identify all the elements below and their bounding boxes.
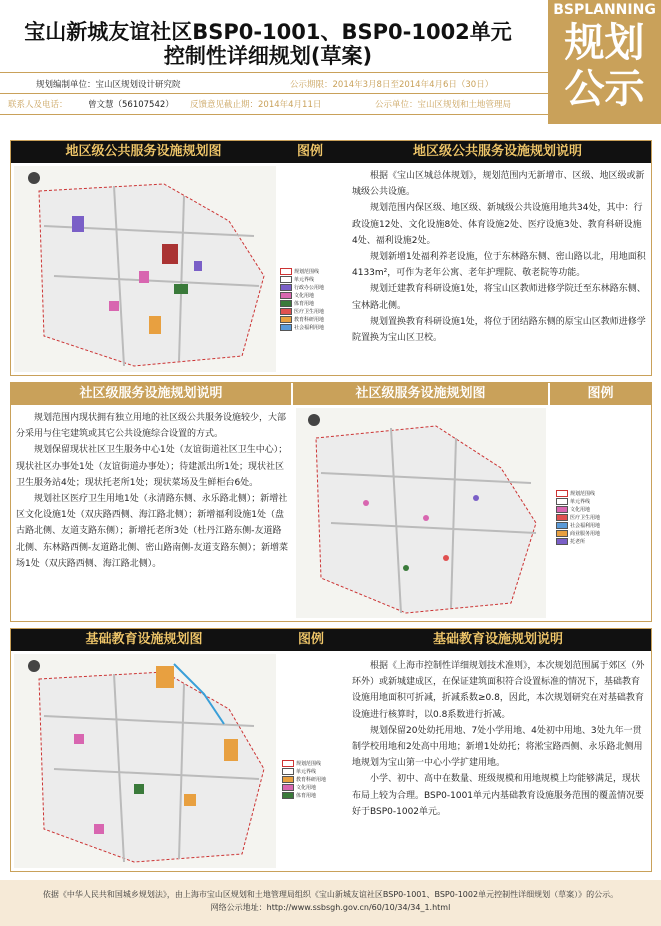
desc-paragraph: 规划范围内保区级、地区级、新城级公共设施用地共34处，其中：行政设施12处、文化设施8处、体育设施2处、医疗设施3处、教育科研设施4处、福利设施2处。 bbox=[352, 203, 643, 246]
section2-legend-title: 图例 bbox=[550, 383, 651, 405]
desc-paragraph: 规划迁建教育科研设施1处，将宝山区教师进修学院迁至东林路东侧、宝林路北侧。 bbox=[352, 284, 646, 311]
header-divider bbox=[0, 72, 548, 73]
desc-paragraph: 规划新增1处福利养老设施，位于东林路东侧、密山路以北，用地面积4133m²，可作为老年公寓、老年护理院、敬老院等功能。 bbox=[352, 252, 646, 279]
section1-desc-title: 地区级公共服务设施规划说明 bbox=[344, 141, 651, 163]
legend-swatch bbox=[556, 530, 568, 537]
desc-paragraph: 规划保留现状社区卫生服务中心1处（友谊街道社区卫生中心）；现状社区办事处1处（友谊街道办事处）；待建派出所1处；现状社区卫生服务站4处；现状托老所1处；现状菜场及生鲜柜台6处。 bbox=[16, 445, 288, 488]
legend-item: 单元界线 bbox=[556, 498, 648, 506]
desc-paragraph: 根据《上海市控制性详细规划技术准则》，本次规划范围属于郊区（外环外）或新城建成区，在保证建筑面积符合设置标准的情况下，基础教育设施用地面积可折减，折减系数≥0.8，因此，本次规划研究在对基础教育设施进行核算时，以0.8系数进行折减。 bbox=[352, 661, 645, 720]
legend-item: 商业服务用地 bbox=[556, 530, 648, 538]
legend-item: 医疗卫生用地 bbox=[556, 514, 648, 522]
legend-swatch bbox=[556, 522, 568, 529]
legend-item: 规划范围线 bbox=[280, 268, 340, 276]
section3-legend-title: 图例 bbox=[277, 629, 345, 651]
legend-swatch bbox=[280, 300, 292, 307]
legend-item: 医疗卫生用地 bbox=[280, 308, 340, 316]
legend-swatch bbox=[282, 760, 294, 767]
district-map-drawing bbox=[14, 166, 276, 372]
legend-swatch bbox=[282, 776, 294, 783]
north-arrow-icon bbox=[28, 660, 40, 672]
info-contact-label: 联系人及电话： bbox=[8, 100, 68, 110]
desc-paragraph: 规划保留20处幼托用地、7处小学用地、4处初中用地、3处九年一贯制学校用地和2处高中用地；新增1处幼托；将淞宝路西侧、永乐路北侧用地规划为宝山第一中心小学扩建用地。 bbox=[352, 725, 643, 769]
section3-description bbox=[352, 658, 646, 820]
legend-swatch bbox=[280, 284, 292, 291]
north-arrow-icon bbox=[308, 414, 320, 426]
legend-item: 体育用地 bbox=[282, 792, 342, 800]
info-publisher: 公示单位：宝山区规划和土地管理局 bbox=[375, 100, 512, 110]
legend-item: 教育科研用地 bbox=[280, 316, 340, 324]
footer-line-1: 依据《中华人民共和国城乡规划法》，由上海市宝山区规划和土地管理局组织《宝山新城友谊社区BSP0-1001、BSP0-1002单元控制性详细规划（草案）》的公示。 bbox=[42, 890, 619, 899]
education-map-drawing bbox=[14, 654, 276, 868]
header-divider-3 bbox=[0, 114, 548, 115]
legend-swatch bbox=[282, 784, 294, 791]
footer-url[interactable]: 网络公示地址：http://www.ssbsgh.gov.cn/60/10/34/34_1.html bbox=[210, 903, 451, 912]
brand-publicity-label: 规划公示 bbox=[564, 20, 645, 112]
section2-map-title: 社区级服务设施规划图 bbox=[293, 383, 548, 405]
education-facilities-map bbox=[14, 654, 276, 868]
section3-map-title: 基础教育设施规划图 bbox=[11, 629, 277, 651]
footer-notice bbox=[8, 888, 653, 914]
brand-name: BSPLANNING bbox=[553, 2, 656, 18]
legend-item: 文化用地 bbox=[282, 784, 342, 792]
legend-swatch bbox=[556, 506, 568, 513]
header-divider-2 bbox=[0, 93, 548, 94]
info-org: 规划编制单位：宝山区规划设计研究院 bbox=[36, 80, 181, 90]
legend-swatch bbox=[280, 308, 292, 315]
legend-swatch bbox=[280, 316, 292, 323]
legend-item: 文化用地 bbox=[280, 292, 340, 300]
section3-desc-title: 基础教育设施规划说明 bbox=[345, 629, 651, 651]
desc-paragraph: 规划置换教育科研设施1处，将位于团结路东侧的原宝山区教师进修学院置换为宝山区卫校。 bbox=[352, 316, 646, 344]
legend-item: 单元界线 bbox=[280, 276, 340, 284]
legend-item: 单元界线 bbox=[282, 768, 342, 776]
legend-swatch bbox=[280, 292, 292, 299]
section1-description bbox=[352, 168, 646, 346]
section2-desc-title: 社区级服务设施规划说明 bbox=[11, 383, 291, 405]
community-map-drawing bbox=[296, 408, 546, 618]
legend-item: 体育用地 bbox=[280, 300, 340, 308]
section3-legend bbox=[282, 760, 342, 800]
page-title bbox=[18, 20, 518, 68]
legend-swatch bbox=[280, 324, 292, 331]
legend-swatch bbox=[556, 538, 568, 545]
legend-swatch bbox=[280, 276, 292, 283]
section2-description bbox=[16, 410, 288, 572]
desc-paragraph: 根据《宝山区城总体规划》，规划范围内无新增市、区级、地区级或新城级公共设施。 bbox=[352, 171, 645, 198]
section1-legend-title: 图例 bbox=[276, 141, 344, 163]
section1-map-title: 地区级公共服务设施规划图 bbox=[11, 141, 276, 163]
info-deadline: 反馈意见截止期：2014年4月11日 bbox=[190, 100, 322, 110]
north-arrow-icon bbox=[28, 172, 40, 184]
legend-swatch bbox=[556, 498, 568, 505]
title-line-2: 控制性详细规划(草案) bbox=[163, 44, 373, 68]
legend-item: 规划范围线 bbox=[282, 760, 342, 768]
desc-paragraph: 规划范围内现状拥有独立用地的社区级公共服务设施较少，大部分采用与住宅建筑或其它公共设施综合设置的方式。 bbox=[16, 413, 287, 440]
community-facilities-map bbox=[296, 408, 546, 618]
title-line-1: 宝山新城友谊社区BSP0-1001、BSP0-1002单元 bbox=[24, 20, 512, 44]
info-contact-name: 曾文慧（56107542） bbox=[88, 100, 174, 110]
legend-item: 行政办公用地 bbox=[280, 284, 340, 292]
legend-item: 规划范围线 bbox=[556, 490, 648, 498]
desc-paragraph: 小学、初中、高中在数量、班级规模和用地规模上均能够满足，现状布局上较为合理。BSP0-1001单元内基础教育设施服务范围的覆盖情况要好于BSP0-1002单元。 bbox=[352, 774, 645, 817]
legend-item: 社会福利用地 bbox=[556, 522, 648, 530]
legend-swatch bbox=[280, 268, 292, 275]
desc-paragraph: 规划社区医疗卫生用地1处（永清路东侧、永乐路北侧）；新增社区文化设施1处（双庆路西侧、海江路北侧）；新增福利设施1处（盘古路北侧、友道支路东侧）；新增托老所3处（杜丹江路东侧-友道路北侧、东林路西侧-友道路北侧、密山路南侧-友道支路东侧）；新增菜场1处（双庆路西侧、海江路北侧）。 bbox=[16, 494, 288, 569]
legend-swatch bbox=[556, 514, 568, 521]
section2-legend bbox=[556, 490, 648, 546]
legend-item: 文化用地 bbox=[556, 506, 648, 514]
info-period: 公示期限：2014年3月8日至2014年4月6日（30日） bbox=[290, 80, 494, 90]
legend-swatch bbox=[556, 490, 568, 497]
legend-swatch bbox=[282, 792, 294, 799]
legend-item: 教育科研用地 bbox=[282, 776, 342, 784]
legend-item: 托老所 bbox=[556, 538, 648, 546]
section1-legend bbox=[280, 268, 340, 332]
legend-swatch bbox=[282, 768, 294, 775]
district-facilities-map bbox=[14, 166, 276, 372]
legend-item: 社会福利用地 bbox=[280, 324, 340, 332]
